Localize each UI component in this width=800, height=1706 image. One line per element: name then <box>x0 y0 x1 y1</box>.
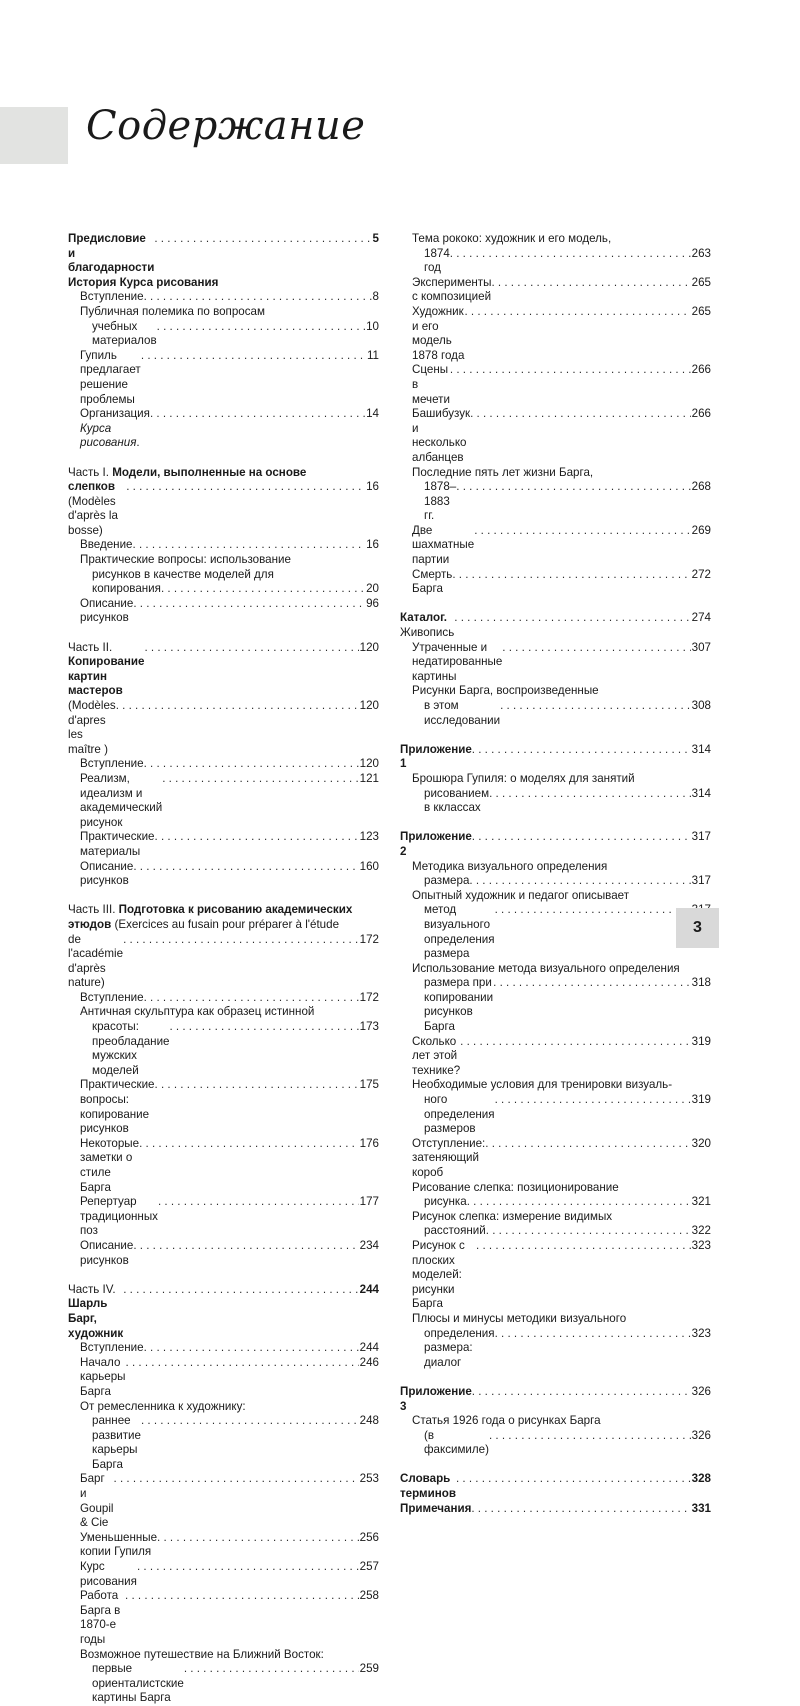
dot-leader <box>450 247 691 262</box>
dot-leader <box>150 407 365 422</box>
toc-entry[interactable] <box>68 1472 379 1530</box>
toc-entry-title: 1874 год <box>424 246 450 275</box>
toc-entry-title: История Курса рисования <box>68 275 219 289</box>
toc-page-number: 253 <box>359 1472 379 1486</box>
toc-entry-title: Часть IV. Шарль Барг, художник <box>68 1282 124 1340</box>
toc-entry-title: Приложение 1 <box>400 742 472 771</box>
toc-entry-title: Каталог. Живопись <box>400 611 455 640</box>
toc-entry-title: Некоторые заметки о стиле Барга <box>80 1136 140 1194</box>
toc-entry[interactable] <box>400 830 711 859</box>
dot-leader <box>144 1341 359 1356</box>
dot-leader <box>133 1239 358 1254</box>
toc-page-number: 96 <box>366 596 379 610</box>
toc-entry[interactable] <box>400 1224 711 1239</box>
toc-entry-title: Вступление <box>80 757 144 771</box>
toc-page-number: 259 <box>359 1662 379 1676</box>
toc-entry-title: Примечания <box>400 1501 472 1515</box>
dot-leader <box>467 1195 691 1210</box>
toc-entry[interactable] <box>68 860 379 889</box>
toc-entry[interactable] <box>68 320 379 349</box>
toc-entry-title: Реализм, идеализм и академический рисунок <box>80 771 163 829</box>
dot-leader <box>133 597 365 612</box>
toc-entry-title: Рисование слепка: позиционирование <box>412 1180 619 1194</box>
toc-page-number: 5 <box>372 232 379 245</box>
dot-leader <box>144 641 358 656</box>
dot-leader <box>472 743 691 758</box>
toc-entry[interactable] <box>68 1137 379 1195</box>
dot-leader <box>460 1035 691 1050</box>
toc-entry-title: 1878–1883 гг. <box>424 480 457 523</box>
toc-entry-title: Организация Курса рисования. <box>80 407 150 450</box>
dot-leader <box>139 1137 359 1152</box>
toc-page-number: 319 <box>691 1034 711 1048</box>
toc-page-number: 308 <box>691 699 711 712</box>
toc-page-number: 320 <box>691 1136 711 1150</box>
toc-entry[interactable] <box>68 699 379 757</box>
toc-entry[interactable] <box>68 1662 379 1706</box>
toc-entry-title: de l'académie d'après nature) <box>68 932 124 990</box>
toc-entry[interactable] <box>68 1648 379 1663</box>
toc-entry[interactable] <box>68 757 379 772</box>
toc-entry[interactable] <box>68 1560 379 1589</box>
toc-entry-title: расстояний <box>424 1224 486 1238</box>
toc-entry[interactable] <box>68 538 379 553</box>
section-gap <box>400 816 711 831</box>
toc-page-number: 120 <box>359 757 379 771</box>
toc-entry-title: Введение <box>80 538 133 552</box>
dot-leader <box>502 641 690 656</box>
dot-leader <box>454 611 690 626</box>
section-gap <box>400 728 711 743</box>
toc-entry-title: Плюсы и минусы методики визуального <box>412 1311 627 1325</box>
toc-entry-title: Уменьшенные копии Гупиля <box>80 1530 158 1559</box>
toc-entry-title: Сцены в мечети <box>412 363 450 406</box>
toc-page-number: 317 <box>691 874 711 888</box>
dot-leader <box>154 232 371 247</box>
toc-entry[interactable] <box>400 1385 711 1414</box>
toc-entry-title: Последние пять лет жизни Барга, <box>412 465 594 479</box>
toc-entry-title: Описание рисунков <box>80 596 134 625</box>
dot-leader <box>469 874 690 889</box>
toc-entry[interactable] <box>68 407 379 451</box>
toc-entry[interactable] <box>68 553 379 568</box>
toc-page-number: 123 <box>359 830 379 844</box>
dot-leader <box>133 538 366 553</box>
page-number-badge: 3 <box>676 908 719 948</box>
toc-entry[interactable] <box>68 582 379 597</box>
dot-leader <box>169 1020 358 1035</box>
toc-entry[interactable] <box>400 1210 711 1225</box>
toc-entry[interactable] <box>68 1239 379 1268</box>
toc-entry[interactable] <box>68 480 379 538</box>
toc-entry-title: Эксперименты с композицией <box>412 275 492 304</box>
toc-entry-title: в этом исследовании <box>424 699 501 727</box>
dot-leader <box>456 480 690 495</box>
section-gap <box>400 597 711 612</box>
toc-page-number: 16 <box>366 480 379 494</box>
toc-page-number: 173 <box>359 1020 379 1034</box>
toc-entry-title: красоты: преобладание мужских моделей <box>92 1020 170 1077</box>
toc-entry[interactable] <box>68 1400 379 1415</box>
toc-entry-title: размера при копировании рисунков Барга <box>424 976 494 1034</box>
toc-entry-title: Гупиль предлагает решение проблемы <box>80 348 141 406</box>
toc-entry-title: размера <box>424 874 470 888</box>
toc-page-number: 268 <box>691 480 711 494</box>
toc-page-number: 272 <box>691 567 711 581</box>
toc-entry-title: Необходимые условия для тренировки визуаль- <box>412 1078 673 1092</box>
dot-leader <box>450 363 691 378</box>
toc-entry[interactable] <box>400 641 711 685</box>
toc-page-number: 121 <box>359 771 379 785</box>
toc-entry[interactable] <box>400 1429 711 1458</box>
toc-page-number: 244 <box>359 1282 379 1296</box>
toc-page-number: 176 <box>359 1136 379 1150</box>
toc-entry-title: метод визуального определения размера <box>424 903 495 961</box>
toc-entry-title: Художник и его модель 1878 года <box>412 304 465 362</box>
dot-leader <box>157 1531 359 1546</box>
toc-page-number: 16 <box>366 538 379 552</box>
dot-leader <box>144 991 359 1006</box>
dot-leader <box>158 1195 359 1210</box>
toc-page-number: 234 <box>359 1238 379 1252</box>
toc-entry[interactable] <box>400 1035 711 1079</box>
toc-entry[interactable] <box>68 290 379 305</box>
toc-entry[interactable] <box>400 1181 711 1196</box>
dot-leader <box>476 1239 691 1254</box>
toc-entry[interactable] <box>400 466 711 481</box>
dot-leader <box>141 349 366 364</box>
toc-entry[interactable] <box>400 1093 711 1137</box>
toc-page-number: 266 <box>691 407 711 421</box>
dot-leader <box>489 1429 691 1444</box>
dot-leader <box>456 1472 691 1487</box>
dot-leader <box>470 407 691 422</box>
toc-page-number: 20 <box>366 582 379 596</box>
toc-entry-title: Две шахматные партии <box>412 523 475 567</box>
toc-entry-title: Описание рисунков <box>80 859 134 888</box>
toc-entry-title: Репертуар традиционных поз <box>80 1195 158 1238</box>
toc-entry-title: Работа Барга в 1870-е годы <box>80 1589 121 1646</box>
dot-leader <box>495 1327 691 1342</box>
toc-entry-title: Часть I. Модели, выполненные на основе <box>68 465 307 479</box>
dot-leader <box>486 1224 691 1239</box>
toc-entry-title: Предисловие и благодарности <box>68 232 155 275</box>
toc-entry-title: Приложение 2 <box>400 830 472 858</box>
toc-entry[interactable] <box>68 276 379 291</box>
toc-page-number: 263 <box>691 246 711 260</box>
toc-entry-title: Практические материалы <box>80 830 155 858</box>
toc-page-number: 257 <box>359 1560 379 1574</box>
toc-entry[interactable] <box>68 991 379 1006</box>
toc-entry-title: Барг и Goupil & Cie <box>80 1472 114 1530</box>
page-title: Содержание <box>86 103 366 149</box>
toc-entry-title: Отступление: затеняющий короб <box>412 1136 486 1179</box>
toc-entry-title: Практические вопросы: использование <box>80 553 291 567</box>
toc-entry-title: (Modèles d'apres les maître ) <box>68 699 116 756</box>
toc-entry[interactable] <box>400 1472 711 1501</box>
toc-entry[interactable] <box>400 860 711 875</box>
dot-leader <box>161 582 365 597</box>
dot-leader <box>157 320 365 335</box>
dot-leader <box>155 830 359 845</box>
section-gap <box>68 1268 379 1283</box>
toc-page-number: 314 <box>691 786 711 800</box>
toc-entry-title: Рисунок слепка: измерение видимых <box>412 1209 613 1223</box>
toc-page-number: 274 <box>691 611 711 625</box>
toc-entry-title: ного определения размеров <box>424 1093 495 1136</box>
toc-page-number: 248 <box>359 1414 379 1428</box>
toc-entry[interactable] <box>68 1589 379 1647</box>
toc-entry-title: Практические вопросы: копирование рисунков <box>80 1078 155 1136</box>
dot-leader <box>155 1078 359 1093</box>
toc-entry[interactable] <box>68 1078 379 1136</box>
toc-entry[interactable] <box>400 787 711 816</box>
toc-entry[interactable] <box>400 480 711 524</box>
toc-entry-title: раннее развитие карьеры Барга <box>92 1414 141 1471</box>
toc-page-number: 120 <box>359 699 379 712</box>
toc-entry[interactable] <box>68 1356 379 1400</box>
section-gap <box>68 889 379 904</box>
toc-entry-title: этюдов (Exercices au fusain pour préparer à l'étude <box>68 917 340 931</box>
toc-entry[interactable] <box>400 1195 711 1210</box>
toc-page-number: 256 <box>359 1530 379 1544</box>
toc-page-number: 314 <box>691 742 711 756</box>
dot-leader <box>472 830 691 845</box>
toc-page-number: 323 <box>691 1326 711 1340</box>
dot-leader <box>144 757 359 772</box>
side-tab-block <box>0 107 68 164</box>
toc-entry[interactable] <box>68 641 379 699</box>
toc-entry-title: Часть III. Подготовка к рисованию академических <box>68 903 353 917</box>
toc-entry[interactable] <box>400 1078 711 1093</box>
toc-page-number: 317 <box>691 830 711 844</box>
toc-page-number: 10 <box>366 319 379 333</box>
dot-leader <box>491 276 690 291</box>
toc-entry[interactable] <box>68 1341 379 1356</box>
toc-entry[interactable] <box>68 933 379 991</box>
toc-entry[interactable] <box>68 568 379 583</box>
toc-page-number: 120 <box>359 640 379 654</box>
toc-entry-title: рисунков в качестве моделей для <box>92 567 274 581</box>
toc-page-number: 307 <box>691 640 711 654</box>
dot-leader <box>125 1589 359 1604</box>
toc-entry[interactable] <box>400 1312 711 1327</box>
toc-page-number: 321 <box>691 1195 711 1209</box>
toc-entry[interactable] <box>400 1137 711 1181</box>
dot-leader <box>123 933 359 948</box>
toc-left-column <box>68 232 379 1706</box>
toc-entry[interactable] <box>68 830 379 859</box>
dot-leader <box>471 1502 690 1517</box>
toc-entry-title: Возможное путешествие на Ближний Восток: <box>80 1647 324 1661</box>
toc-entry[interactable] <box>68 1195 379 1239</box>
toc-entry-title: Часть II. Копирование картин мастеров <box>68 640 145 698</box>
dot-leader <box>144 290 372 305</box>
toc-entry[interactable] <box>400 524 711 568</box>
toc-entry[interactable] <box>68 918 379 933</box>
toc-entry-title: Смерть Барга <box>412 567 453 596</box>
toc-page-number: 269 <box>691 523 711 537</box>
toc-page-number: 318 <box>691 976 711 990</box>
toc-entry[interactable] <box>68 232 379 276</box>
toc-entry-title: Публичная полемика по вопросам <box>80 304 265 318</box>
dot-leader <box>133 860 358 875</box>
toc-entry-title: Тема рококо: художник и его модель, <box>412 232 612 245</box>
toc-entry-title: Вступление <box>80 990 144 1004</box>
toc-page-number: 8 <box>372 290 379 304</box>
toc-entry-title: Брошюра Гупиля: о моделях для занятий <box>412 771 635 785</box>
toc-entry[interactable] <box>68 903 379 918</box>
toc-entry-title: рисунка <box>424 1195 467 1209</box>
dot-leader <box>126 480 365 495</box>
toc-page-number: 328 <box>691 1472 711 1486</box>
toc-entry[interactable] <box>400 976 711 1034</box>
toc-entry-title: Утраченные и недатированные картины <box>412 640 503 683</box>
toc-entry-title: Статья 1926 года о рисунках Барга <box>412 1414 601 1428</box>
toc-page-number: 326 <box>691 1428 711 1442</box>
toc-entry[interactable] <box>68 597 379 626</box>
toc-entry-title: Методика визуального определения <box>412 859 608 873</box>
toc-entry[interactable] <box>400 1414 711 1429</box>
toc-page-number: 265 <box>691 275 711 289</box>
section-gap <box>68 626 379 641</box>
toc-entry[interactable] <box>400 568 711 597</box>
toc-entry[interactable] <box>68 305 379 320</box>
toc-entry[interactable] <box>400 407 711 465</box>
toc-entry[interactable] <box>68 1283 379 1341</box>
toc-entry[interactable] <box>400 699 711 728</box>
toc-entry-title: Рисунки Барга, воспроизведенные <box>412 684 599 698</box>
toc-entry[interactable] <box>68 1414 379 1472</box>
toc-page-number: 14 <box>366 407 379 421</box>
dot-leader <box>162 772 358 787</box>
toc-entry[interactable] <box>400 305 711 363</box>
toc-entry-title: учебных материалов <box>92 319 157 348</box>
dot-leader <box>184 1662 359 1677</box>
toc-entry[interactable] <box>68 772 379 830</box>
toc-page-number: 258 <box>359 1589 379 1603</box>
toc-entry-title: От ремесленника к художнику: <box>80 1399 246 1413</box>
toc-page-number: 175 <box>359 1078 379 1092</box>
toc-entry[interactable] <box>68 349 379 407</box>
toc-entry-title: Рисунок с плоских моделей: рисунки Барга <box>412 1238 465 1311</box>
toc-entry-title: Начало карьеры Барга <box>80 1355 126 1398</box>
toc-entry-title: Приложение 3 <box>400 1384 472 1413</box>
toc-page-number: 172 <box>359 990 379 1004</box>
toc-entry[interactable] <box>400 247 711 276</box>
toc-entry[interactable] <box>400 772 711 787</box>
dot-leader <box>493 976 691 991</box>
toc-entry-title: Вступление <box>80 1341 144 1355</box>
toc-entry-title: Опытный художник и педагог описывает <box>412 888 630 902</box>
toc-entry[interactable] <box>68 1531 379 1560</box>
toc-entry-title: копирования <box>92 582 161 596</box>
toc-entry[interactable] <box>400 743 711 772</box>
dot-leader <box>452 568 690 583</box>
toc-right-column <box>400 232 711 1516</box>
toc-entry-title: (в факсимиле) <box>424 1428 489 1457</box>
toc-entry-title: Античная скульптура как образец истинной <box>80 1005 315 1019</box>
dot-leader <box>485 1137 690 1152</box>
toc-entry-title: Словарь терминов <box>400 1472 456 1501</box>
dot-leader <box>495 903 691 918</box>
toc-page-number: 323 <box>691 1238 711 1252</box>
dot-leader <box>500 699 691 714</box>
toc-entry[interactable] <box>68 1005 379 1020</box>
dot-leader <box>114 1472 359 1487</box>
toc-entry[interactable] <box>400 1327 711 1371</box>
dot-leader <box>126 1356 359 1371</box>
dot-leader <box>464 305 690 320</box>
toc-entry-title: Сколько лет этой технике? <box>412 1034 461 1077</box>
toc-entry[interactable] <box>400 363 711 407</box>
toc-entry[interactable] <box>400 889 711 904</box>
toc-entry[interactable] <box>400 684 711 699</box>
toc-entry-title: рисованием в кклассах <box>424 786 490 815</box>
dot-leader <box>123 1283 358 1298</box>
toc-entry[interactable] <box>68 1020 379 1078</box>
toc-entry-title: первые ориенталистские картины Барга <box>92 1662 184 1705</box>
toc-entry[interactable] <box>400 903 711 961</box>
toc-entry-title: Описание рисунков <box>80 1238 134 1267</box>
toc-entry[interactable] <box>68 466 379 481</box>
toc-entry[interactable] <box>400 232 711 247</box>
dot-leader <box>472 1385 691 1400</box>
toc-entry[interactable] <box>400 962 711 977</box>
toc-entry[interactable] <box>400 276 711 305</box>
section-gap <box>400 1370 711 1385</box>
toc-page-number: 244 <box>359 1341 379 1355</box>
toc-page-number: 331 <box>691 1501 711 1515</box>
toc-entry-title: Вступление <box>80 290 144 304</box>
dot-leader <box>137 1560 359 1575</box>
dot-leader <box>474 524 690 539</box>
dot-leader <box>116 699 359 714</box>
dot-leader <box>489 787 691 802</box>
toc-page-number: 246 <box>359 1355 379 1369</box>
toc-page-number: 322 <box>691 1224 711 1238</box>
toc-page-number: 160 <box>359 859 379 873</box>
toc-page-number: 265 <box>691 304 711 318</box>
toc-page-number: 177 <box>359 1195 379 1209</box>
section-gap <box>68 451 379 466</box>
toc-page-number: 11 <box>366 348 379 362</box>
toc-entry[interactable] <box>400 1502 711 1517</box>
dot-leader <box>495 1093 691 1108</box>
toc-entry[interactable] <box>400 1239 711 1312</box>
toc-page-number: 326 <box>691 1384 711 1398</box>
toc-entry[interactable] <box>400 874 711 889</box>
toc-entry-title: Использование метода визуального определения <box>412 961 680 975</box>
toc-page-number: 266 <box>691 363 711 377</box>
toc-entry[interactable] <box>400 611 711 640</box>
dot-leader <box>141 1414 359 1429</box>
toc-entry-title: Башибузук и несколько албанцев <box>412 407 471 464</box>
toc-entry-title: определения размера: диалог <box>424 1326 495 1369</box>
toc-page-number: 172 <box>359 932 379 946</box>
toc-entry-title: слепков (Modèles d'après la bosse) <box>68 480 118 537</box>
section-gap <box>400 1458 711 1473</box>
toc-page-number: 319 <box>691 1093 711 1107</box>
toc-entry-title: Курс рисования <box>80 1560 137 1588</box>
